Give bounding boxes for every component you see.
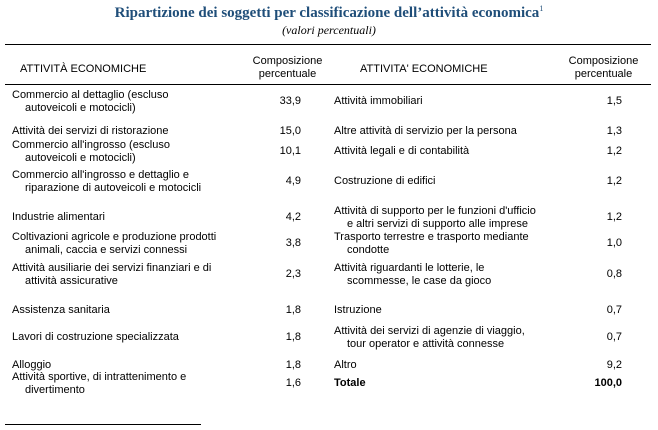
right-value-8: 0,7 <box>606 304 622 316</box>
left-activity-9 <box>12 331 179 344</box>
right-value-1: 1,5 <box>606 95 622 107</box>
activity-line-1: Alloggio <box>12 359 52 371</box>
header-right-composition-line2: percentuale <box>574 68 633 80</box>
activity-line-1: Trasporto terrestre e trasporto mediante <box>334 231 529 243</box>
left-value-8: 1,8 <box>285 304 301 316</box>
activity-line-2: animali, caccia e servizi connessi <box>25 244 188 256</box>
left-activity-5 <box>12 211 105 224</box>
right-activity-5 <box>334 205 536 231</box>
header-right-activity: ATTIVITA' ECONOMICHE <box>360 63 488 75</box>
activity-line-1: Attività dei servizi di ristorazione <box>12 125 169 137</box>
activity-line-1: Attività riguardanti le lotterie, le <box>334 262 485 274</box>
activity-line-1: Altro <box>334 359 357 371</box>
header-left-composition-line1: Composizione <box>252 55 323 67</box>
left-activity-1 <box>12 89 169 115</box>
activity-line-1: Attività ausiliarie dei servizi finanziari e di <box>12 262 212 274</box>
header-right-composition-line1: Composizione <box>568 55 639 67</box>
right-activity-3 <box>334 145 469 158</box>
activity-line-2: autoveicoli e motocicli) <box>25 152 136 164</box>
left-value-3: 10,1 <box>279 145 301 157</box>
header-right-composition <box>556 55 651 81</box>
left-value-7: 2,3 <box>285 268 301 280</box>
right-value-5: 1,2 <box>606 211 622 223</box>
left-activity-7 <box>12 262 211 288</box>
top-rule <box>5 44 651 45</box>
right-activity-2 <box>334 125 517 138</box>
activity-line-2: condotte <box>347 244 390 256</box>
activity-line-1: Attività immobiliari <box>334 95 423 107</box>
activity-line-2: tour operator e attività connesse <box>347 338 505 350</box>
activity-line-1: Commercio al dettaglio (escluso <box>12 89 169 101</box>
activity-line-1: Istruzione <box>334 304 382 316</box>
left-activity-8 <box>12 304 110 317</box>
right-activity-8 <box>334 304 382 317</box>
header-left-composition <box>240 55 335 81</box>
right-value-11: 100,0 <box>594 377 622 389</box>
activity-line-1: Industrie alimentari <box>12 211 105 223</box>
right-value-2: 1,3 <box>606 125 622 137</box>
activity-line-1: Commercio all'ingrosso e dettaglio e <box>12 169 189 181</box>
activity-line-2: autoveicoli e motocicli) <box>25 102 136 114</box>
activity-line-1: Altre attività di servizio per la persona <box>334 125 517 137</box>
left-value-9: 1,8 <box>285 331 301 343</box>
right-value-7: 0,8 <box>606 268 622 280</box>
right-value-6: 1,0 <box>606 237 622 249</box>
activity-line-1: Attività dei servizi di agenzie di viaggio, <box>334 325 525 337</box>
left-value-6: 3,8 <box>285 237 301 249</box>
activity-line-1: Attività legali e di contabilità <box>334 145 470 157</box>
right-value-3: 1,2 <box>606 145 622 157</box>
left-activity-4 <box>12 169 201 195</box>
title-text: Ripartizione dei soggetti per classificazione dell’attività economica <box>114 5 540 21</box>
activity-line-2: riparazione di autoveicoli e motocicli <box>25 182 202 194</box>
activity-line-1: Attività di supporto per le funzioni d'ufficio <box>334 205 536 217</box>
right-activity-10 <box>334 359 357 372</box>
right-activity-11 <box>334 377 366 390</box>
left-value-4: 4,9 <box>285 175 301 187</box>
table-subtitle: (valori percentuali) <box>282 23 376 37</box>
activity-line-1: Totale <box>334 377 366 389</box>
header-rule <box>5 84 651 85</box>
right-value-9: 0,7 <box>606 331 622 343</box>
activity-line-1: Assistenza sanitaria <box>12 304 110 316</box>
footnote-separator <box>5 424 201 425</box>
left-value-11: 1,6 <box>285 377 301 389</box>
right-activity-4 <box>334 175 436 188</box>
right-value-10: 9,2 <box>606 359 622 371</box>
right-activity-7 <box>334 262 491 288</box>
activity-line-1: Attività sportive, di intrattenimento e <box>12 371 187 383</box>
left-activity-6 <box>12 231 216 257</box>
table-title <box>0 4 658 22</box>
right-value-4: 1,2 <box>606 175 622 187</box>
activity-line-2: scommesse, le case da gioco <box>347 275 492 287</box>
activity-line-1: Commercio all'ingrosso (escluso <box>12 139 170 151</box>
activity-line-2: e altri servizi di supporto alle imprese <box>347 218 528 230</box>
left-value-10: 1,8 <box>285 359 301 371</box>
activity-line-1: Lavori di costruzione specializzata <box>12 331 179 343</box>
left-activity-11 <box>12 371 186 397</box>
title-footnote-mark: 1 <box>539 4 544 13</box>
left-value-1: 33,9 <box>279 95 301 107</box>
header-left-activity: ATTIVITÀ ECONOMICHE <box>20 63 147 75</box>
activity-line-2: divertimento <box>25 384 85 396</box>
activity-line-2: attività assicurative <box>25 275 118 287</box>
left-value-5: 4,2 <box>285 211 301 223</box>
activity-line-1: Costruzione di edifici <box>334 175 436 187</box>
right-activity-9 <box>334 325 525 351</box>
left-value-2: 15,0 <box>279 125 301 137</box>
right-activity-1 <box>334 95 423 108</box>
right-activity-6 <box>334 231 529 257</box>
left-activity-2 <box>12 125 169 138</box>
left-activity-3 <box>12 139 170 165</box>
header-left-composition-line2: percentuale <box>258 68 317 80</box>
activity-line-1: Coltivazioni agricole e produzione prodotti <box>12 231 217 243</box>
